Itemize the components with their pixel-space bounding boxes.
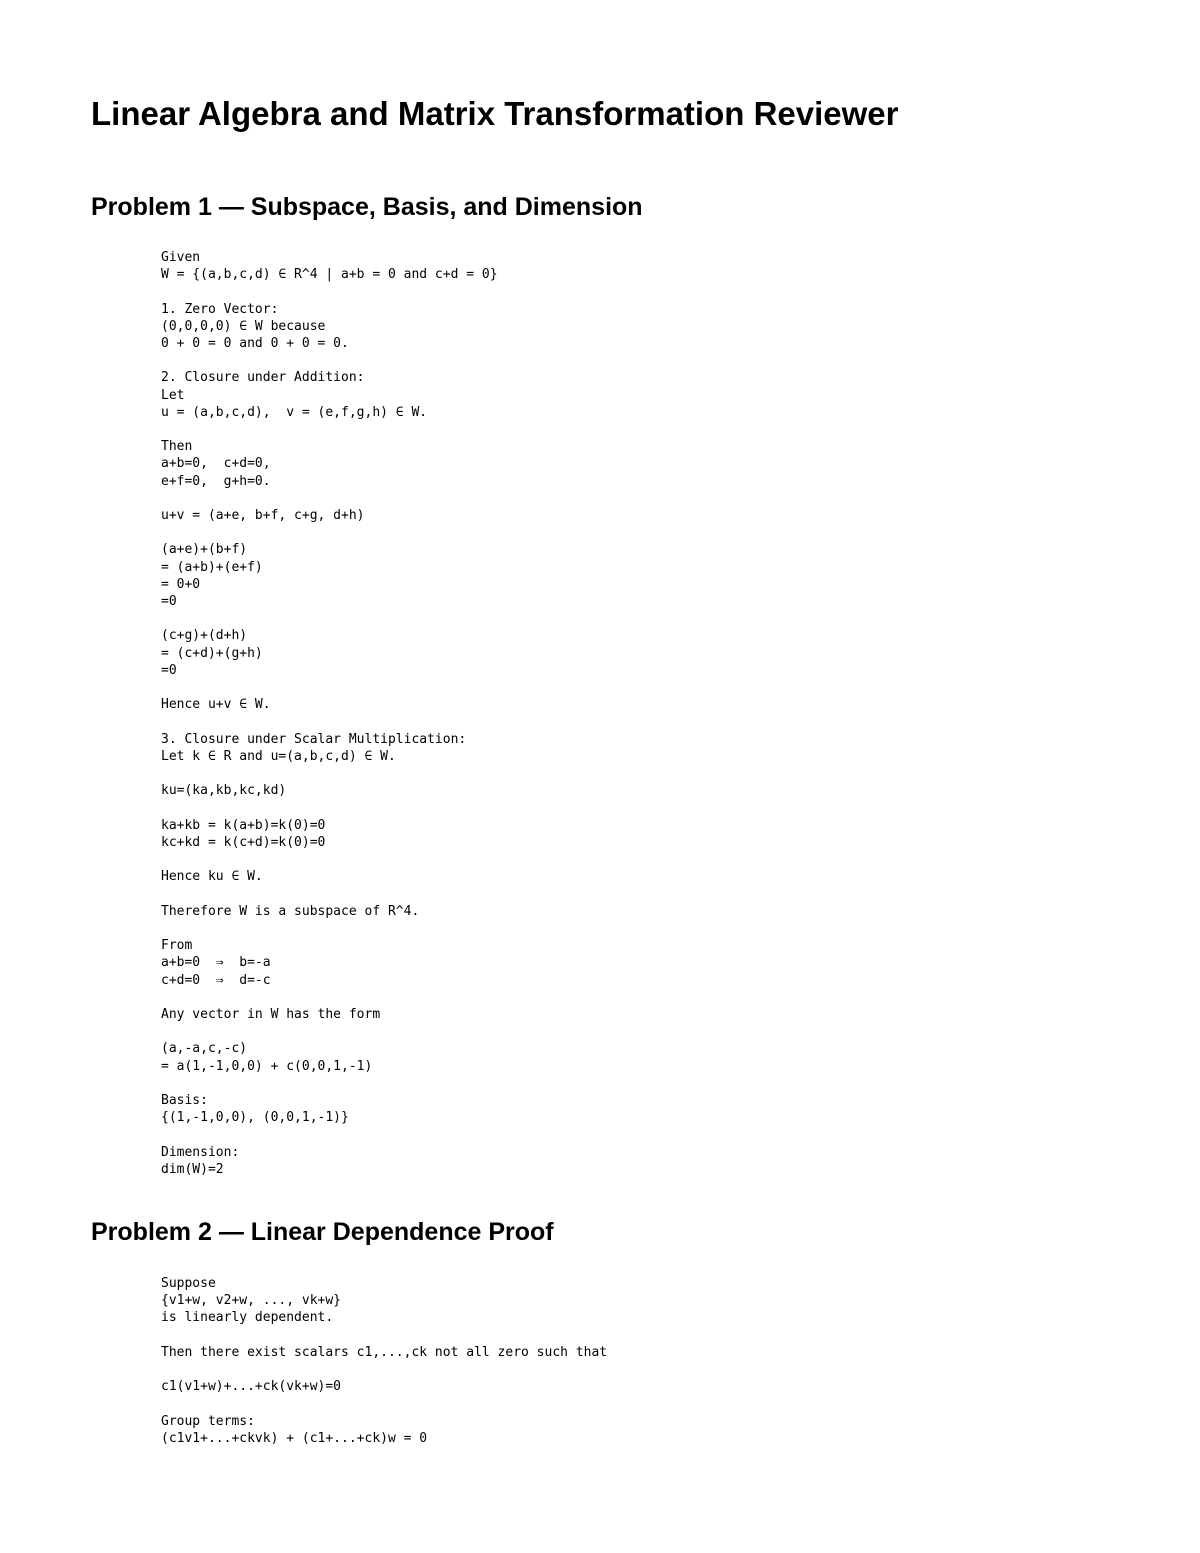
section-heading-problem-1: Problem 1 — Subspace, Basis, and Dimension: [91, 193, 643, 221]
document-title: Linear Algebra and Matrix Transformation Reviewer: [91, 95, 899, 132]
section-body-problem-1: Given W = {(a,b,c,d) ∈ R^4 | a+b = 0 and c+d = 0} 1. Zero Vector: (0,0,0,0) ∈ W because 0 + 0 = 0 and 0 + 0 = 0. 2. Closure under Addition: Let u = (a,b,c,d), v = (e,f,g,h) ∈ W. Then a+b=0, c+d=0, e+f=0, g+h=0. u+v = (a+e, b+f, c+g, d+h) (a+e)+(b+f) = (a+b)+(e+f) = 0+0 =0 (c+g)+(d+h) = (c+d)+(g+h) =0 Hence u+v ∈ W. 3. Closure under Scalar Multiplication: Let k ∈ R and u=(a,b,c,d) ∈ W. ku=(ka,kb,kc,kd) ka+kb = k(a+b)=k(0)=0 kc+kd = k(c+d)=k(0)=0 Hence ku ∈ W. Therefore W is a subspace of R^4. From a+b=0 ⇒ b=-a c+d=0 ⇒ d=-c Any vector in W has the form (a,-a,c,-c) = a(1,-1,0,0) + c(0,0,1,-1) Basis: {(1,-1,0,0), (0,0,1,-1)} Dimension: dim(W)=2: [161, 250, 498, 1177]
section-heading-problem-2: Problem 2 — Linear Dependence Proof: [91, 1218, 554, 1246]
section-body-problem-2: Suppose {v1+w, v2+w, ..., vk+w} is linearly dependent. Then there exist scalars c1,...,ck not all zero such that c1(v1+w)+...+ck(vk+w)=0 Group terms: (c1v1+...+ckvk) + (c1+...+ck)w = 0: [161, 1276, 608, 1446]
